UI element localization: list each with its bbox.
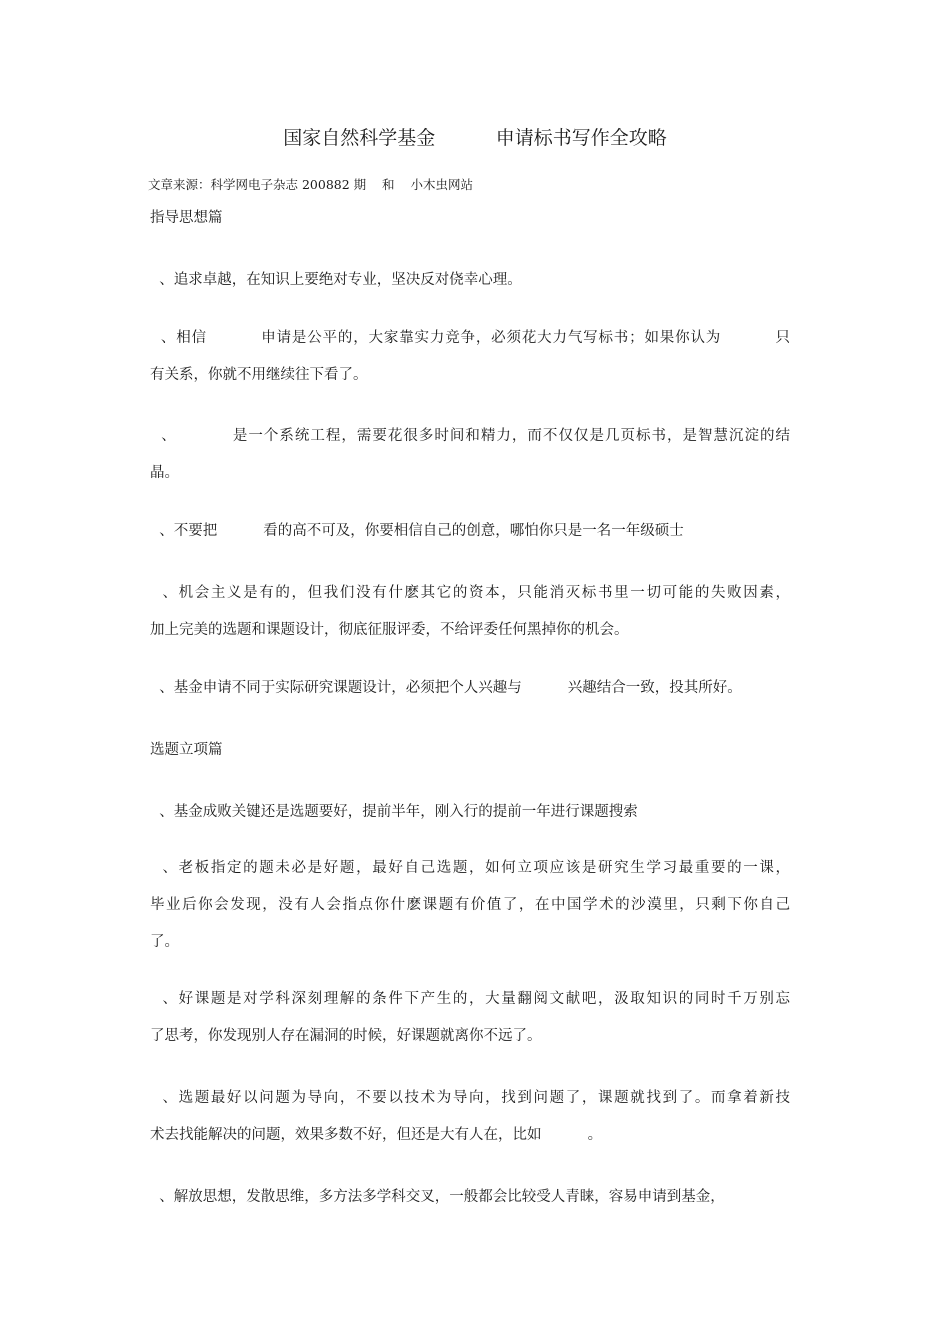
paragraph-line: 、解放思想，发散思维，多方法多学科交叉，一般都会比较受人青睐，容易申请到基金， bbox=[150, 1189, 725, 1205]
paragraph bbox=[150, 575, 790, 649]
paragraph bbox=[150, 1179, 790, 1216]
paragraph bbox=[150, 320, 790, 394]
paragraph bbox=[150, 418, 790, 492]
paragraph-line: 、基金申请不同于实际研究课题设计，必须把个人兴趣与 兴趣结合一致，投其所好。 bbox=[150, 680, 742, 696]
paragraph-line: 了。 bbox=[150, 934, 179, 950]
paragraph-line: 、相信 申请是公平的，大家靠实力竞争，必须花大力气写标书；如果你认为 只 bbox=[150, 330, 790, 346]
paragraph bbox=[150, 670, 790, 707]
paragraph bbox=[150, 794, 790, 831]
paragraph-line: 、机会主义是有的，但我们没有什麽其它的资本，只能消灭标书里一切可能的失败因素， bbox=[150, 585, 790, 601]
paragraph-line: 毕业后你会发现，没有人会指点你什麽课题有价值了，在中国学术的沙漠里，只剩下你自己 bbox=[150, 897, 790, 913]
paragraph bbox=[150, 513, 790, 550]
article-source: 文章来源：科学网电子杂志 200882 期 和 小木虫网站 bbox=[148, 177, 473, 192]
paragraph-line: 了思考，你发现别人存在漏洞的时候，好课题就离你不远了。 bbox=[150, 1028, 542, 1044]
paragraph bbox=[150, 262, 790, 299]
paragraph bbox=[150, 1080, 790, 1154]
paragraph-line: 、老板指定的题未必是好题，最好自己选题，如何立项应该是研究生学习最重要的一课， bbox=[150, 860, 790, 876]
paragraph-line: 、不要把 看的高不可及，你要相信自己的创意，哪怕你只是一名一年级硕士 bbox=[150, 523, 684, 539]
section-heading: 指导思想篇 bbox=[150, 210, 223, 226]
paragraph bbox=[150, 850, 790, 961]
paragraph-line: 、选题最好以问题为导向，不要以技术为导向，找到问题了，课题就找到了。而拿着新技 bbox=[150, 1090, 790, 1106]
paragraph-line: 、追求卓越，在知识上要绝对专业，坚决反对侥幸心理。 bbox=[150, 272, 522, 288]
paragraph bbox=[150, 981, 790, 1055]
paragraph-line: 、好课题是对学科深刻理解的条件下产生的，大量翻阅文献吧，汲取知识的同时千万别忘 bbox=[150, 991, 790, 1007]
paragraph-line: 、 是一个系统工程，需要花很多时间和精力，而不仅仅是几页标书，是智慧沉淀的结 bbox=[150, 428, 790, 444]
paragraph-line: 有关系，你就不用继续往下看了。 bbox=[150, 367, 368, 383]
paragraph-line: 术去找能解决的问题，效果多数不好，但还是大有人在，比如 。 bbox=[150, 1127, 603, 1143]
paragraph-line: 晶。 bbox=[150, 465, 179, 481]
section-heading: 选题立项篇 bbox=[150, 742, 223, 758]
document-title: 国家自然科学基金 申请标书写作全攻略 bbox=[283, 127, 667, 149]
paragraph-line: 、基金成败关键还是选题要好，提前半年，刚入行的提前一年进行课题搜索 bbox=[150, 804, 638, 820]
paragraph-line: 加上完美的选题和课题设计，彻底征服评委，不给评委任何黑掉你的机会。 bbox=[150, 622, 629, 638]
